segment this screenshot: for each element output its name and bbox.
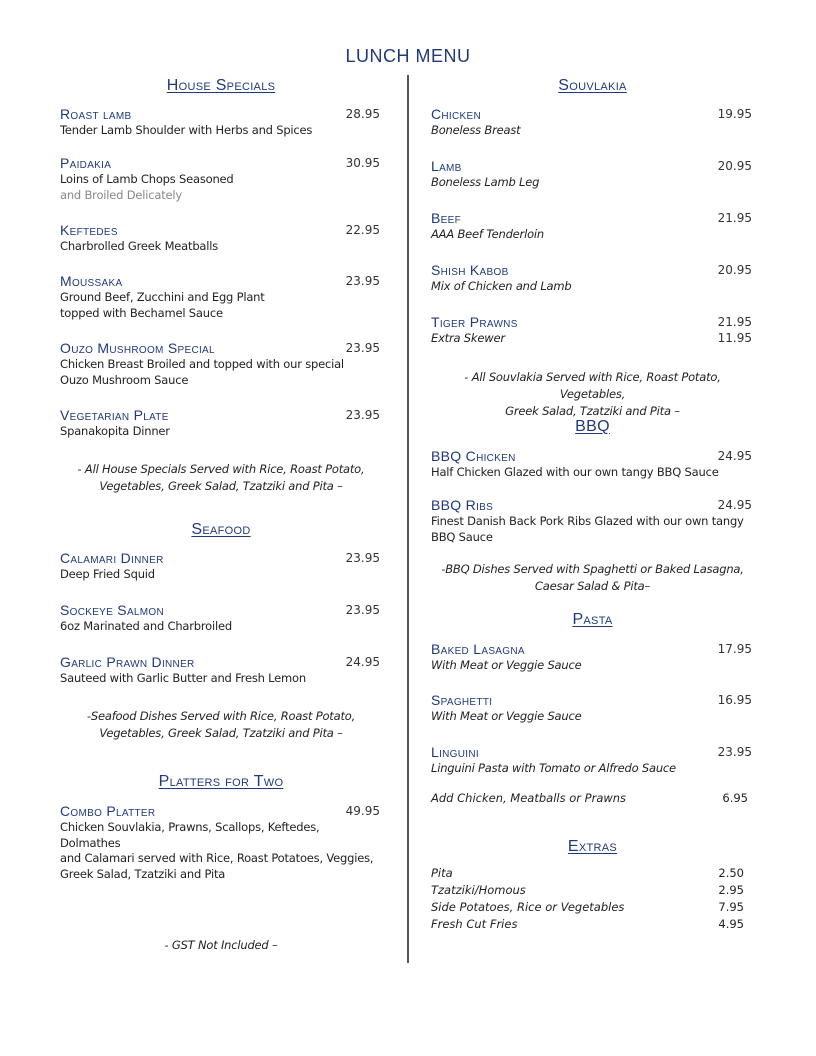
extras-heading: Extras [567,838,618,855]
extra-price: 2.95 [718,883,744,897]
menu-item-lamb [431,158,754,191]
addon-label: Add Chicken, Meatballs or Prawns [431,791,627,805]
item-name: Vegetarian Plate [60,407,169,423]
item-price: 23.95 [717,745,752,759]
item-name: Baked Lasagna [431,641,525,657]
item-description: Spanakopita Dinner [60,424,170,438]
item-name: Keftedes [60,222,118,238]
bbq-note [431,561,754,595]
item-name: Garlic Prawn Dinner [60,654,195,670]
extras-row [431,883,754,897]
item-description: Finest Danish Back Pork Ribs Glazed with our own tangy [431,514,744,528]
item-description: Boneless Breast [431,123,521,137]
extra-name: Tzatziki/Homous [431,883,526,897]
bbq-heading: BBQ [575,418,610,435]
item-name: Combo Platter [60,803,156,819]
item-description: Tender Lamb Shoulder with Herbs and Spices [60,123,313,137]
item-name: Paidakia [60,155,112,171]
item-price: 24.95 [345,655,380,669]
menu-item-baked-lasagna [431,641,754,674]
extra-price: 4.95 [718,917,744,931]
note-line: - All Souvlakia Served with Rice, Roast Potato, Vegetables, [464,370,721,401]
item-extra-price: 11.95 [717,331,752,345]
pasta-heading: Pasta [572,611,613,628]
pasta-addon [431,791,754,805]
item-name: Sockeye Salmon [60,602,165,618]
menu-item-shish-kabob [431,262,754,295]
item-description: With Meat or Veggie Sauce [431,709,582,723]
item-price: 23.95 [345,408,380,422]
menu-item-spaghetti [431,692,754,725]
menu-item-combo-platter [60,803,382,882]
item-name: Linguini [431,744,479,760]
seafood-note [60,708,382,742]
item-description: Chicken Breast Broiled and topped with our special [60,357,344,371]
menu-item-sockeye-salmon [60,602,382,635]
menu-item-bbq-ribs [431,497,754,545]
item-description: Deep Fried Squid [60,567,155,581]
item-description: Chicken Souvlakia, Prawns, Scallops, Keftedes, Dolmathes [60,820,320,850]
item-price: 19.95 [717,107,752,121]
note-line: Vegetables, Greek Salad, Tzatziki and Pita – [99,479,343,493]
seafood-heading: Seafood [191,521,251,538]
extras-row [431,900,754,914]
note-line: Caesar Salad & Pita– [534,579,651,593]
menu-item-roast-lamb [60,106,382,139]
note-line: -BBQ Dishes Served with Spaghetti or Baked Lasagna, [441,562,744,576]
menu-item-calamari-dinner [60,550,382,583]
item-name: Spaghetti [431,692,493,708]
platters-heading: Platters for Two [158,773,284,790]
house-specials-note [60,461,382,495]
item-name: Calamari Dinner [60,550,164,566]
addon-price: 6.95 [722,791,748,805]
menu-item-vegetarian-plate [60,407,382,440]
extra-name: Side Potatoes, Rice or Vegetables [431,900,625,914]
item-name: Chicken [431,106,481,122]
item-description: and Calamari served with Rice, Roast Potatoes, Veggies, [60,851,374,865]
item-description: Greek Salad, Tzatziki and Pita [60,866,226,881]
item-price: 30.95 [345,156,380,170]
item-description: Charbrolled Greek Meatballs [60,239,219,253]
menu-item-linguini [431,744,754,777]
menu-title: LUNCH MENU [345,46,471,66]
item-name: Moussaka [60,273,123,289]
item-price: 21.95 [717,211,752,225]
souvlakia-heading: Souvlakia [558,77,627,94]
item-description: Sauteed with Garlic Butter and Fresh Lemon [60,671,306,685]
menu-item-tiger-prawns [431,314,754,347]
gst-note: - GST Not Included – [164,938,278,952]
menu-item-ouzo-mushroom-special [60,340,382,388]
note-line: Vegetables, Greek Salad, Tzatziki and Pita – [99,726,343,740]
item-description: Boneless Lamb Leg [431,175,540,189]
item-description: Linguini Pasta with Tomato or Alfredo Sauce [431,761,676,775]
item-description: topped with Bechamel Sauce [60,305,223,320]
item-price: 22.95 [345,223,380,237]
extra-price: 2.50 [718,866,744,880]
menu-item-garlic-prawn-dinner [60,654,382,687]
item-price: 23.95 [345,551,380,565]
extra-name: Pita [431,866,453,880]
item-price: 20.95 [717,159,752,173]
item-description: AAA Beef Tenderloin [431,227,544,241]
menu-item-paidakia [60,155,382,203]
item-price: 23.95 [345,341,380,355]
item-name: Shish Kabob [431,262,509,278]
item-description: Mix of Chicken and Lamb [431,279,572,293]
item-description: Ouzo Mushroom Sauce [60,372,189,387]
column-divider [407,75,409,963]
extra-name: Fresh Cut Fries [431,917,518,931]
item-price: 23.95 [345,603,380,617]
item-name: Ouzo Mushroom Special [60,340,215,356]
extra-price: 7.95 [718,900,744,914]
extras-row [431,866,754,880]
item-description: BBQ Sauce [431,529,493,544]
house-specials-heading: House Specials [166,77,276,94]
menu-item-bbq-chicken [431,448,754,481]
menu-item-chicken [431,106,754,139]
souvlakia-note [431,369,754,420]
note-line: -Seafood Dishes Served with Rice, Roast Potato, [86,709,356,723]
item-description: Extra Skewer [431,331,505,345]
item-description: and Broiled Delicately [60,187,182,202]
item-name: Beef [431,210,461,226]
item-description: Loins of Lamb Chops Seasoned [60,172,234,186]
item-price: 21.95 [717,315,752,329]
item-price: 28.95 [345,107,380,121]
item-name: Roast lamb [60,106,132,122]
item-price: 20.95 [717,263,752,277]
item-name: Lamb [431,158,462,174]
right-column [431,0,754,1056]
item-description: 6oz Marinated and Charbroiled [60,619,232,633]
menu-item-keftedes [60,222,382,255]
item-description: Half Chicken Glazed with our own tangy BBQ Sauce [431,465,719,479]
item-name: BBQ Ribs [431,497,494,513]
left-column [60,0,382,1056]
note-line: - All House Specials Served with Rice, Roast Potato, [77,462,365,476]
menu-item-moussaka [60,273,382,321]
menu-item-beef [431,210,754,243]
item-name: Tiger Prawns [431,314,518,330]
item-price: 24.95 [717,498,752,512]
note-line: Greek Salad, Tzatziki and Pita – [505,404,680,418]
item-price: 17.95 [717,642,752,656]
item-price: 24.95 [717,449,752,463]
item-description: Ground Beef, Zucchini and Egg Plant [60,290,265,304]
item-price: 49.95 [345,804,380,818]
item-price: 16.95 [717,693,752,707]
extras-row [431,917,754,931]
item-price: 23.95 [345,274,380,288]
item-name: BBQ Chicken [431,448,516,464]
item-description: With Meat or Veggie Sauce [431,658,582,672]
